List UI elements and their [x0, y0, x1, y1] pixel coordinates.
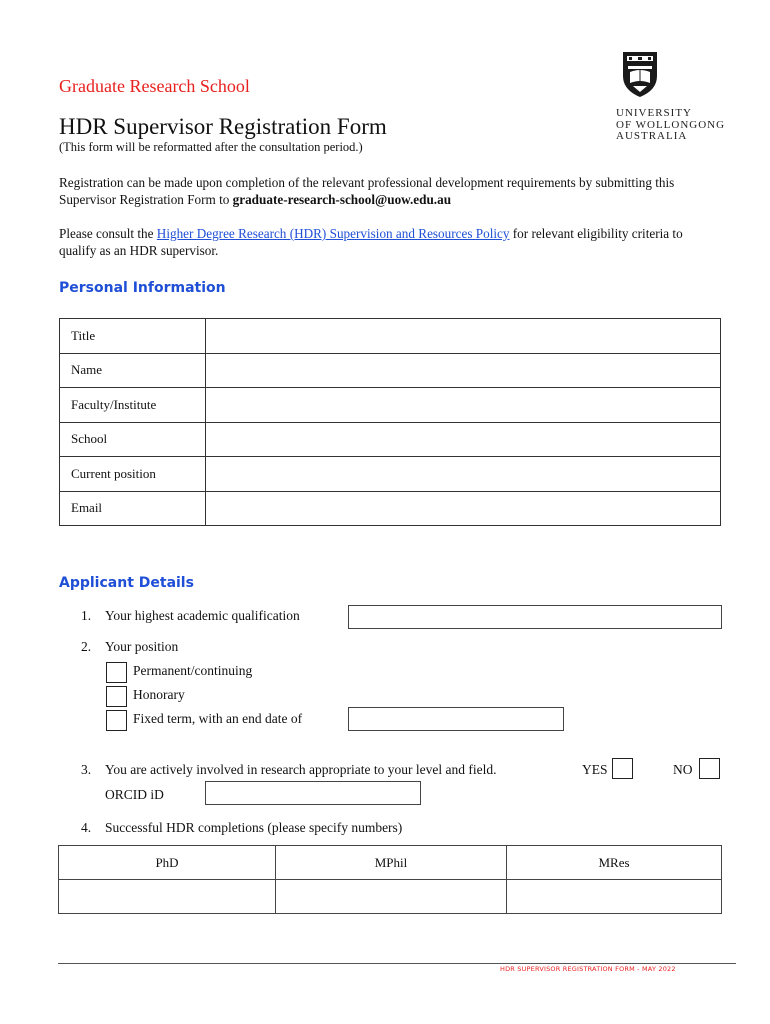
question-4 — [81, 820, 402, 836]
fixed-term-checkbox[interactable] — [106, 710, 127, 731]
school-field[interactable] — [206, 422, 721, 457]
question-number: 1. — [81, 608, 92, 623]
honorary-checkbox[interactable] — [106, 686, 127, 707]
wordmark-line3: AUSTRALIA — [616, 130, 688, 142]
footer-divider — [58, 963, 736, 964]
applicant-details-heading: Applicant Details — [59, 575, 194, 591]
school-name: Graduate Research School — [59, 76, 250, 96]
title-field[interactable] — [206, 319, 721, 354]
permanent-option-label: Permanent/continuing — [133, 663, 253, 678]
intro-text: Registration can be made upon completion of the relevant professional development requirements by submitting this Supervisor Registration Form to — [59, 175, 675, 207]
consult-paragraph — [59, 225, 719, 259]
yes-checkbox[interactable] — [612, 758, 633, 779]
yes-label: YES — [582, 762, 608, 777]
question-3 — [81, 762, 497, 778]
row-label-faculty: Faculty/Institute — [60, 388, 206, 423]
faculty-field[interactable] — [206, 388, 721, 423]
mphil-count-field[interactable] — [276, 880, 507, 914]
footer-text: HDR SUPERVISOR REGISTRATION FORM - MAY 2022 — [500, 965, 676, 973]
question-number: 2. — [81, 639, 92, 654]
table-row — [60, 319, 721, 354]
university-logo — [616, 50, 746, 146]
question-number: 3. — [81, 762, 92, 777]
form-title: HDR Supervisor Registration Form — [59, 114, 387, 139]
consult-suffix: for relevant eligibility criteria to qualify as an HDR supervisor. — [59, 226, 683, 258]
column-header-phd: PhD — [59, 846, 276, 880]
row-label-name: Name — [60, 353, 206, 388]
personal-info-heading: Personal Information — [59, 280, 226, 296]
personal-info-table — [59, 318, 721, 526]
no-label: NO — [673, 762, 693, 777]
completions-table — [58, 845, 722, 914]
permanent-checkbox[interactable] — [106, 662, 127, 683]
row-label-email: Email — [60, 491, 206, 526]
question-3-label: You are actively involved in research appropriate to your level and field. — [105, 762, 497, 777]
row-label-school: School — [60, 422, 206, 457]
wordmark-line2: OF WOLLONGONG — [616, 118, 726, 131]
question-1-label: Your highest academic qualification — [105, 608, 300, 623]
consult-prefix: Please consult the — [59, 226, 157, 241]
wordmark-line1: UNIVERSITY — [616, 107, 692, 119]
form-subtitle: (This form will be reformatted after the consultation period.) — [59, 140, 363, 154]
column-header-mres: MRes — [507, 846, 722, 880]
phd-count-field[interactable] — [59, 880, 276, 914]
university-wordmark — [616, 108, 725, 143]
position-field[interactable] — [206, 457, 721, 492]
intro-paragraph — [59, 174, 719, 208]
row-label-position: Current position — [60, 457, 206, 492]
table-row — [60, 457, 721, 492]
university-crest-icon — [621, 50, 659, 98]
policy-link[interactable]: Higher Degree Research (HDR) Supervision and Resources Policy — [156, 226, 510, 241]
question-number: 4. — [81, 820, 92, 835]
table-row — [60, 353, 721, 388]
no-checkbox[interactable] — [699, 758, 720, 779]
question-4-label: Successful HDR completions (please specify numbers) — [105, 820, 403, 835]
mres-count-field[interactable] — [507, 880, 722, 914]
table-row — [60, 491, 721, 526]
table-row — [60, 422, 721, 457]
question-1 — [81, 608, 300, 624]
name-field[interactable] — [206, 353, 721, 388]
column-header-mphil: MPhil — [276, 846, 507, 880]
question-2 — [81, 639, 178, 655]
qualification-input[interactable] — [348, 605, 722, 629]
orcid-input[interactable] — [205, 781, 421, 805]
email-field[interactable] — [206, 491, 721, 526]
row-label-title: Title — [60, 319, 206, 354]
contact-email[interactable]: graduate-research-school@uow.edu.au — [232, 192, 452, 207]
table-row — [60, 388, 721, 423]
table-row — [59, 880, 722, 914]
question-2-label: Your position — [105, 639, 179, 654]
fixed-term-option-label: Fixed term, with an end date of — [133, 711, 303, 726]
table-header-row — [59, 846, 722, 880]
end-date-input[interactable] — [348, 707, 564, 731]
honorary-option-label: Honorary — [133, 687, 185, 702]
orcid-label: ORCID iD — [105, 787, 164, 802]
